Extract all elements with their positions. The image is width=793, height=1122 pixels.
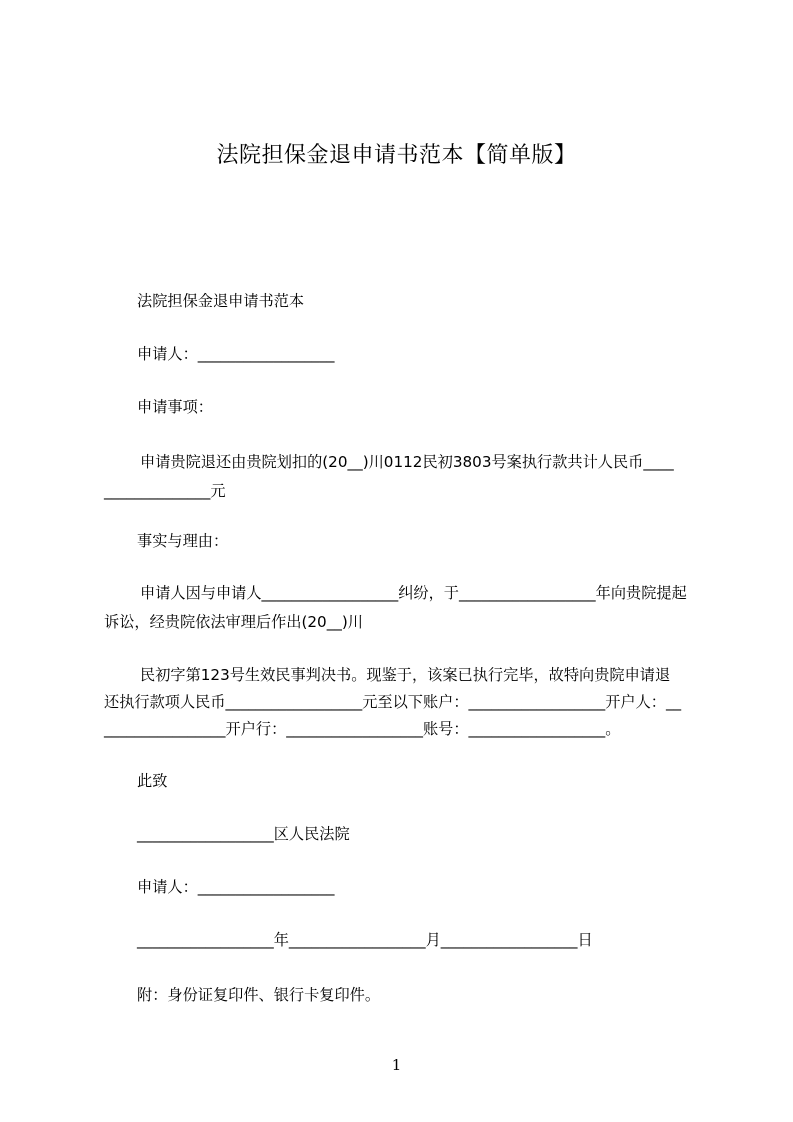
request-text-line-1: 申请贵院退还由贵院划扣的(20__)川0112民初3803号案执行款共计人民币____ (140, 453, 674, 471)
facts-line-1: 申请人因与申请人__________________纠纷，于__________________年向贵院提起 (140, 584, 687, 602)
request-text-line-2: ______________元 (104, 482, 226, 500)
closing: 此致 (137, 772, 168, 790)
applicant-line: 申请人：__________________ (137, 345, 335, 363)
page-number: 1 (391, 1056, 402, 1074)
subtitle: 法院担保金退申请书范本 (137, 292, 305, 310)
date-line: __________________年__________________月__________________日 (137, 931, 593, 949)
document-title: 法院担保金退申请书范本【简单版】 (216, 143, 577, 168)
facts-line-2: 诉讼，经贵院依法审理后作出(20__)川 (104, 613, 363, 631)
signature-line: 申请人：__________________ (137, 878, 335, 896)
request-heading: 申请事项： (137, 398, 213, 416)
facts-line-3: 民初字第123号生效民事判决书。现鉴于，该案已执行完毕，故特向贵院申请退 (140, 666, 671, 684)
attachment-note: 附：身份证复印件、银行卡复印件。 (137, 986, 380, 1004)
facts-line-4: 还执行款项人民币__________________元至以下账户：__________________开户人：__ (104, 693, 682, 711)
facts-line-5: ________________开户行：__________________账号：__________________。 (104, 720, 621, 738)
court-line: __________________区人民法院 (137, 825, 350, 843)
facts-heading: 事实与理由： (137, 532, 229, 550)
